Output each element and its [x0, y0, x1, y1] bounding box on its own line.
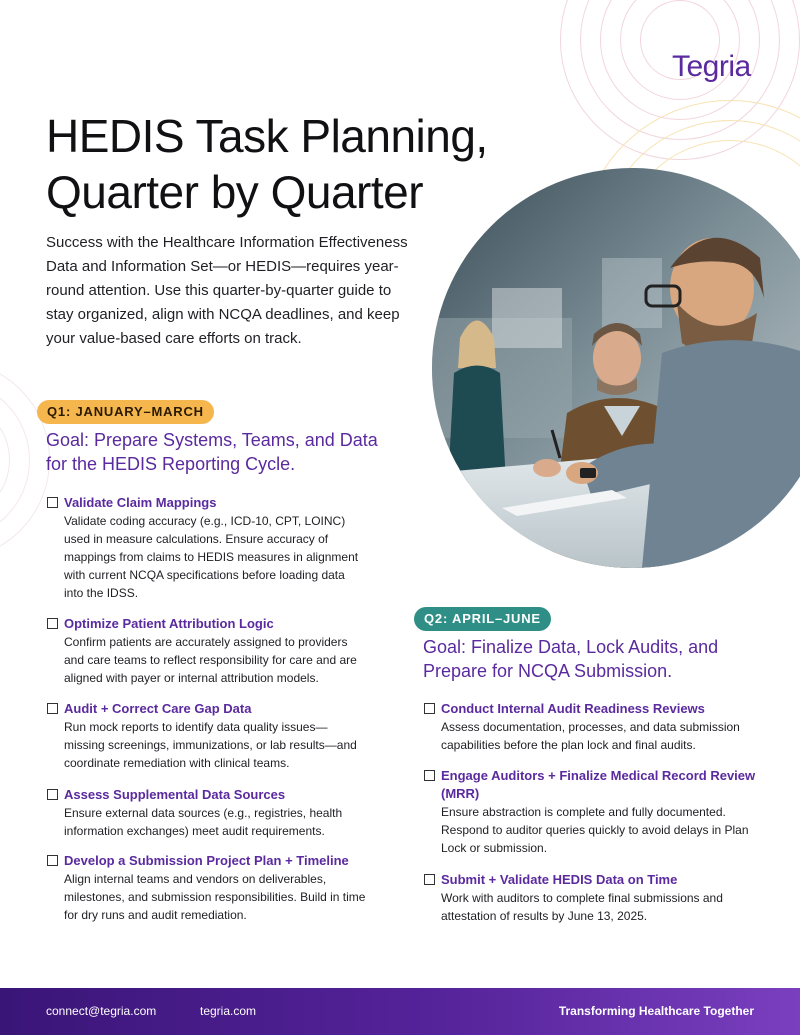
q2-task-item	[423, 700, 763, 767]
task-title: Validate Claim Mappings	[64, 495, 217, 510]
checkbox-icon[interactable]	[47, 497, 58, 508]
page-title	[46, 108, 566, 220]
task-description: Validate coding accuracy (e.g., ICD-10, CPT, LOINC) used in measure calculations. Ensure accuracy of mappings from claims to HEDIS measures in alignment with current NCQA specifications before loading data into the IDSS.	[64, 514, 359, 600]
q1-quarter-label: Q1: JANUARY–MARCH	[37, 400, 214, 424]
footer-tagline: Transforming Healthcare Together	[558, 1004, 754, 1018]
task-description: Ensure external data sources (e.g., registries, health information exchanges) meet audit requirements.	[64, 806, 343, 838]
tegria-logo: Tegria	[672, 50, 751, 83]
q2-task-item	[423, 871, 763, 925]
checkbox-icon[interactable]	[424, 874, 435, 885]
q1-task-item	[46, 700, 366, 786]
email-link[interactable]: connect@tegria.com	[46, 1004, 157, 1018]
q2-goal: Goal: Finalize Data, Lock Audits, and Prepare for NCQA Submission.	[423, 637, 719, 681]
q2-task-item	[423, 767, 763, 871]
q1-task-list	[46, 494, 366, 924]
checkbox-icon[interactable]	[47, 618, 58, 629]
checkbox-icon[interactable]	[424, 703, 435, 714]
checkbox-icon[interactable]	[47, 703, 58, 714]
title-line-1: HEDIS Task Planning,	[46, 110, 488, 162]
task-title: Submit + Validate HEDIS Data on Time	[441, 872, 678, 887]
footer-bar	[0, 988, 800, 1035]
q2-quarter-label: Q2: APRIL–JUNE	[414, 607, 551, 631]
task-description: Work with auditors to complete final submissions and attestation of results by June 13, 2025.	[441, 891, 723, 923]
task-title: Engage Auditors + Finalize Medical Record Review (MRR)	[441, 768, 756, 801]
team-meeting-photo	[432, 168, 800, 568]
q1-task-item	[46, 494, 366, 615]
task-title: Optimize Patient Attribution Logic	[64, 616, 274, 631]
website-link[interactable]: tegria.com	[200, 1004, 257, 1018]
title-line-2: Quarter by Quarter	[46, 166, 424, 218]
task-title: Conduct Internal Audit Readiness Reviews	[441, 701, 705, 716]
task-title: Assess Supplemental Data Sources	[64, 787, 286, 802]
q1-goal: Goal: Prepare Systems, Teams, and Data for the HEDIS Reporting Cycle.	[46, 430, 378, 474]
task-description: Confirm patients are accurately assigned to providers and care teams to reflect responsibility for care and are aligned with payer or internal attribution models.	[64, 635, 357, 685]
task-description: Ensure abstraction is complete and fully documented. Respond to auditor queries quickly to avoid delays in Plan Lock or submission.	[441, 805, 749, 855]
task-description: Run mock reports to identify data quality issues—missing screenings, immunizations, or lab results—and coordinate remediation with clinical teams.	[64, 720, 357, 770]
q1-task-item	[46, 786, 366, 852]
q1-task-item	[46, 615, 366, 700]
q2-task-list	[423, 700, 763, 925]
checkbox-icon[interactable]	[424, 770, 435, 781]
task-description: Assess documentation, processes, and data submission capabilities before the plan lock and final audits.	[441, 720, 740, 752]
checkbox-icon[interactable]	[47, 789, 58, 800]
task-description: Align internal teams and vendors on deliverables, milestones, and submission responsibilities. Build in time for dry runs and audit remediation.	[64, 872, 366, 922]
intro-paragraph: Success with the Healthcare Information Effectiveness Data and Information Set—or HEDIS—requires year-round attention. Use this quarter-by-quarter guide to stay organized, align with NCQA deadlines, and keep your value-based care efforts on track.	[46, 234, 408, 347]
checkbox-icon[interactable]	[47, 855, 58, 866]
task-title: Develop a Submission Project Plan + Timeline	[64, 853, 349, 868]
q1-task-item	[46, 852, 366, 924]
task-title: Audit + Correct Care Gap Data	[64, 701, 252, 716]
